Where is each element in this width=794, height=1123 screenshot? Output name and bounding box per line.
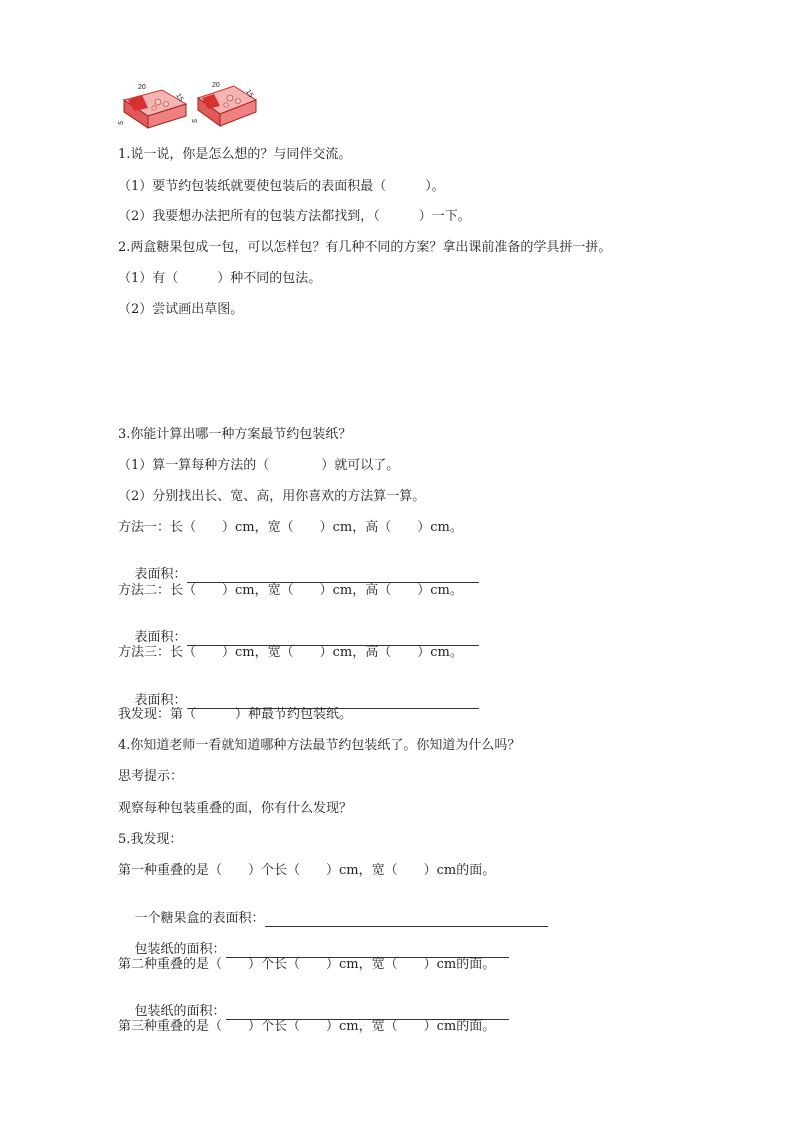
- box1-length-label: 20: [138, 84, 146, 91]
- question-3: 3.你能计算出哪一种方案最节约包装纸？: [118, 427, 352, 442]
- paper-area-2-label: 包装纸的面积：: [134, 1004, 226, 1019]
- box2-width-label: 15: [244, 88, 255, 99]
- method-1-area-answer-line[interactable]: [187, 568, 479, 583]
- paper-area-1-answer-line[interactable]: [226, 943, 509, 958]
- box2-height-label: 5: [191, 118, 200, 124]
- question-1-part-2: （2）我要想办法把所有的包装方法都找到，（ ）一下。: [118, 209, 471, 224]
- method-2-area-answer-line[interactable]: [187, 631, 479, 646]
- question-2-part-2: （2）尝试画出草图。: [118, 302, 244, 317]
- method-3-dimensions: 方法三：长（ ）cm，宽（ ）cm，高（ ）cm。: [118, 645, 463, 660]
- box1-height-label: 5: [118, 120, 126, 126]
- overlap-2: 第二种重叠的是（ ）个长（ ）cm，宽（ ）cm的面。: [118, 957, 496, 972]
- candy-box-2: [192, 82, 256, 126]
- box-area-answer-line[interactable]: [265, 912, 548, 927]
- box1-width-label: 15: [174, 92, 185, 103]
- question-3-part-1: （1）算一算每种方法的（ ）就可以了。: [118, 458, 400, 473]
- method-1-dimensions: 方法一：长（ ）cm，宽（ ）cm，高（ ）cm。: [118, 520, 463, 535]
- method-2-area-label: 表面积：: [134, 630, 187, 645]
- method-3-area-label: 表面积：: [134, 693, 187, 708]
- finding-1: 我发现：第（ ）种最节约包装纸。: [118, 707, 353, 722]
- overlap-3: 第三种重叠的是（ ）个长（ ）cm，宽（ ）cm的面。: [118, 1019, 496, 1034]
- question-1: 1.说一说，你是怎么想的？与同伴交流。: [118, 147, 352, 162]
- question-2: 2.两盒糖果包成一包，可以怎样包？有几种不同的方案？拿出课前准备的学具拼一拼。: [118, 240, 612, 255]
- question-5: 5.我发现：: [118, 832, 183, 847]
- question-2-part-1: （1）有（ ）种不同的包法。: [118, 271, 322, 286]
- box-area-label: 一个糖果盒的表面积：: [134, 911, 265, 926]
- hint-title: 思考提示：: [118, 769, 184, 784]
- hint-text: 观察每种包装重叠的面，你有什么发现？: [118, 801, 353, 816]
- method-2-dimensions: 方法二：长（ ）cm，宽（ ）cm，高（ ）cm。: [118, 583, 463, 598]
- question-1-part-1: （1）要节约包装纸就要使包装后的表面积最（ ）。: [118, 179, 445, 194]
- question-3-part-2: （2）分别找出长、宽、高，用你喜欢的方法算一算。: [118, 489, 426, 504]
- box2-length-label: 20: [212, 82, 220, 89]
- paper-area-2-answer-line[interactable]: [226, 1005, 509, 1020]
- candy-box-1: [118, 84, 186, 128]
- paper-area-1-label: 包装纸的面积：: [134, 942, 226, 957]
- question-4: 4.你知道老师一看就知道哪种方法最节约包装纸了。你知道为什么吗？: [118, 738, 521, 753]
- candy-box-figure: [118, 78, 258, 136]
- overlap-1: 第一种重叠的是（ ）个长（ ）cm，宽（ ）cm的面。: [118, 863, 496, 878]
- method-1-area-label: 表面积：: [134, 567, 187, 582]
